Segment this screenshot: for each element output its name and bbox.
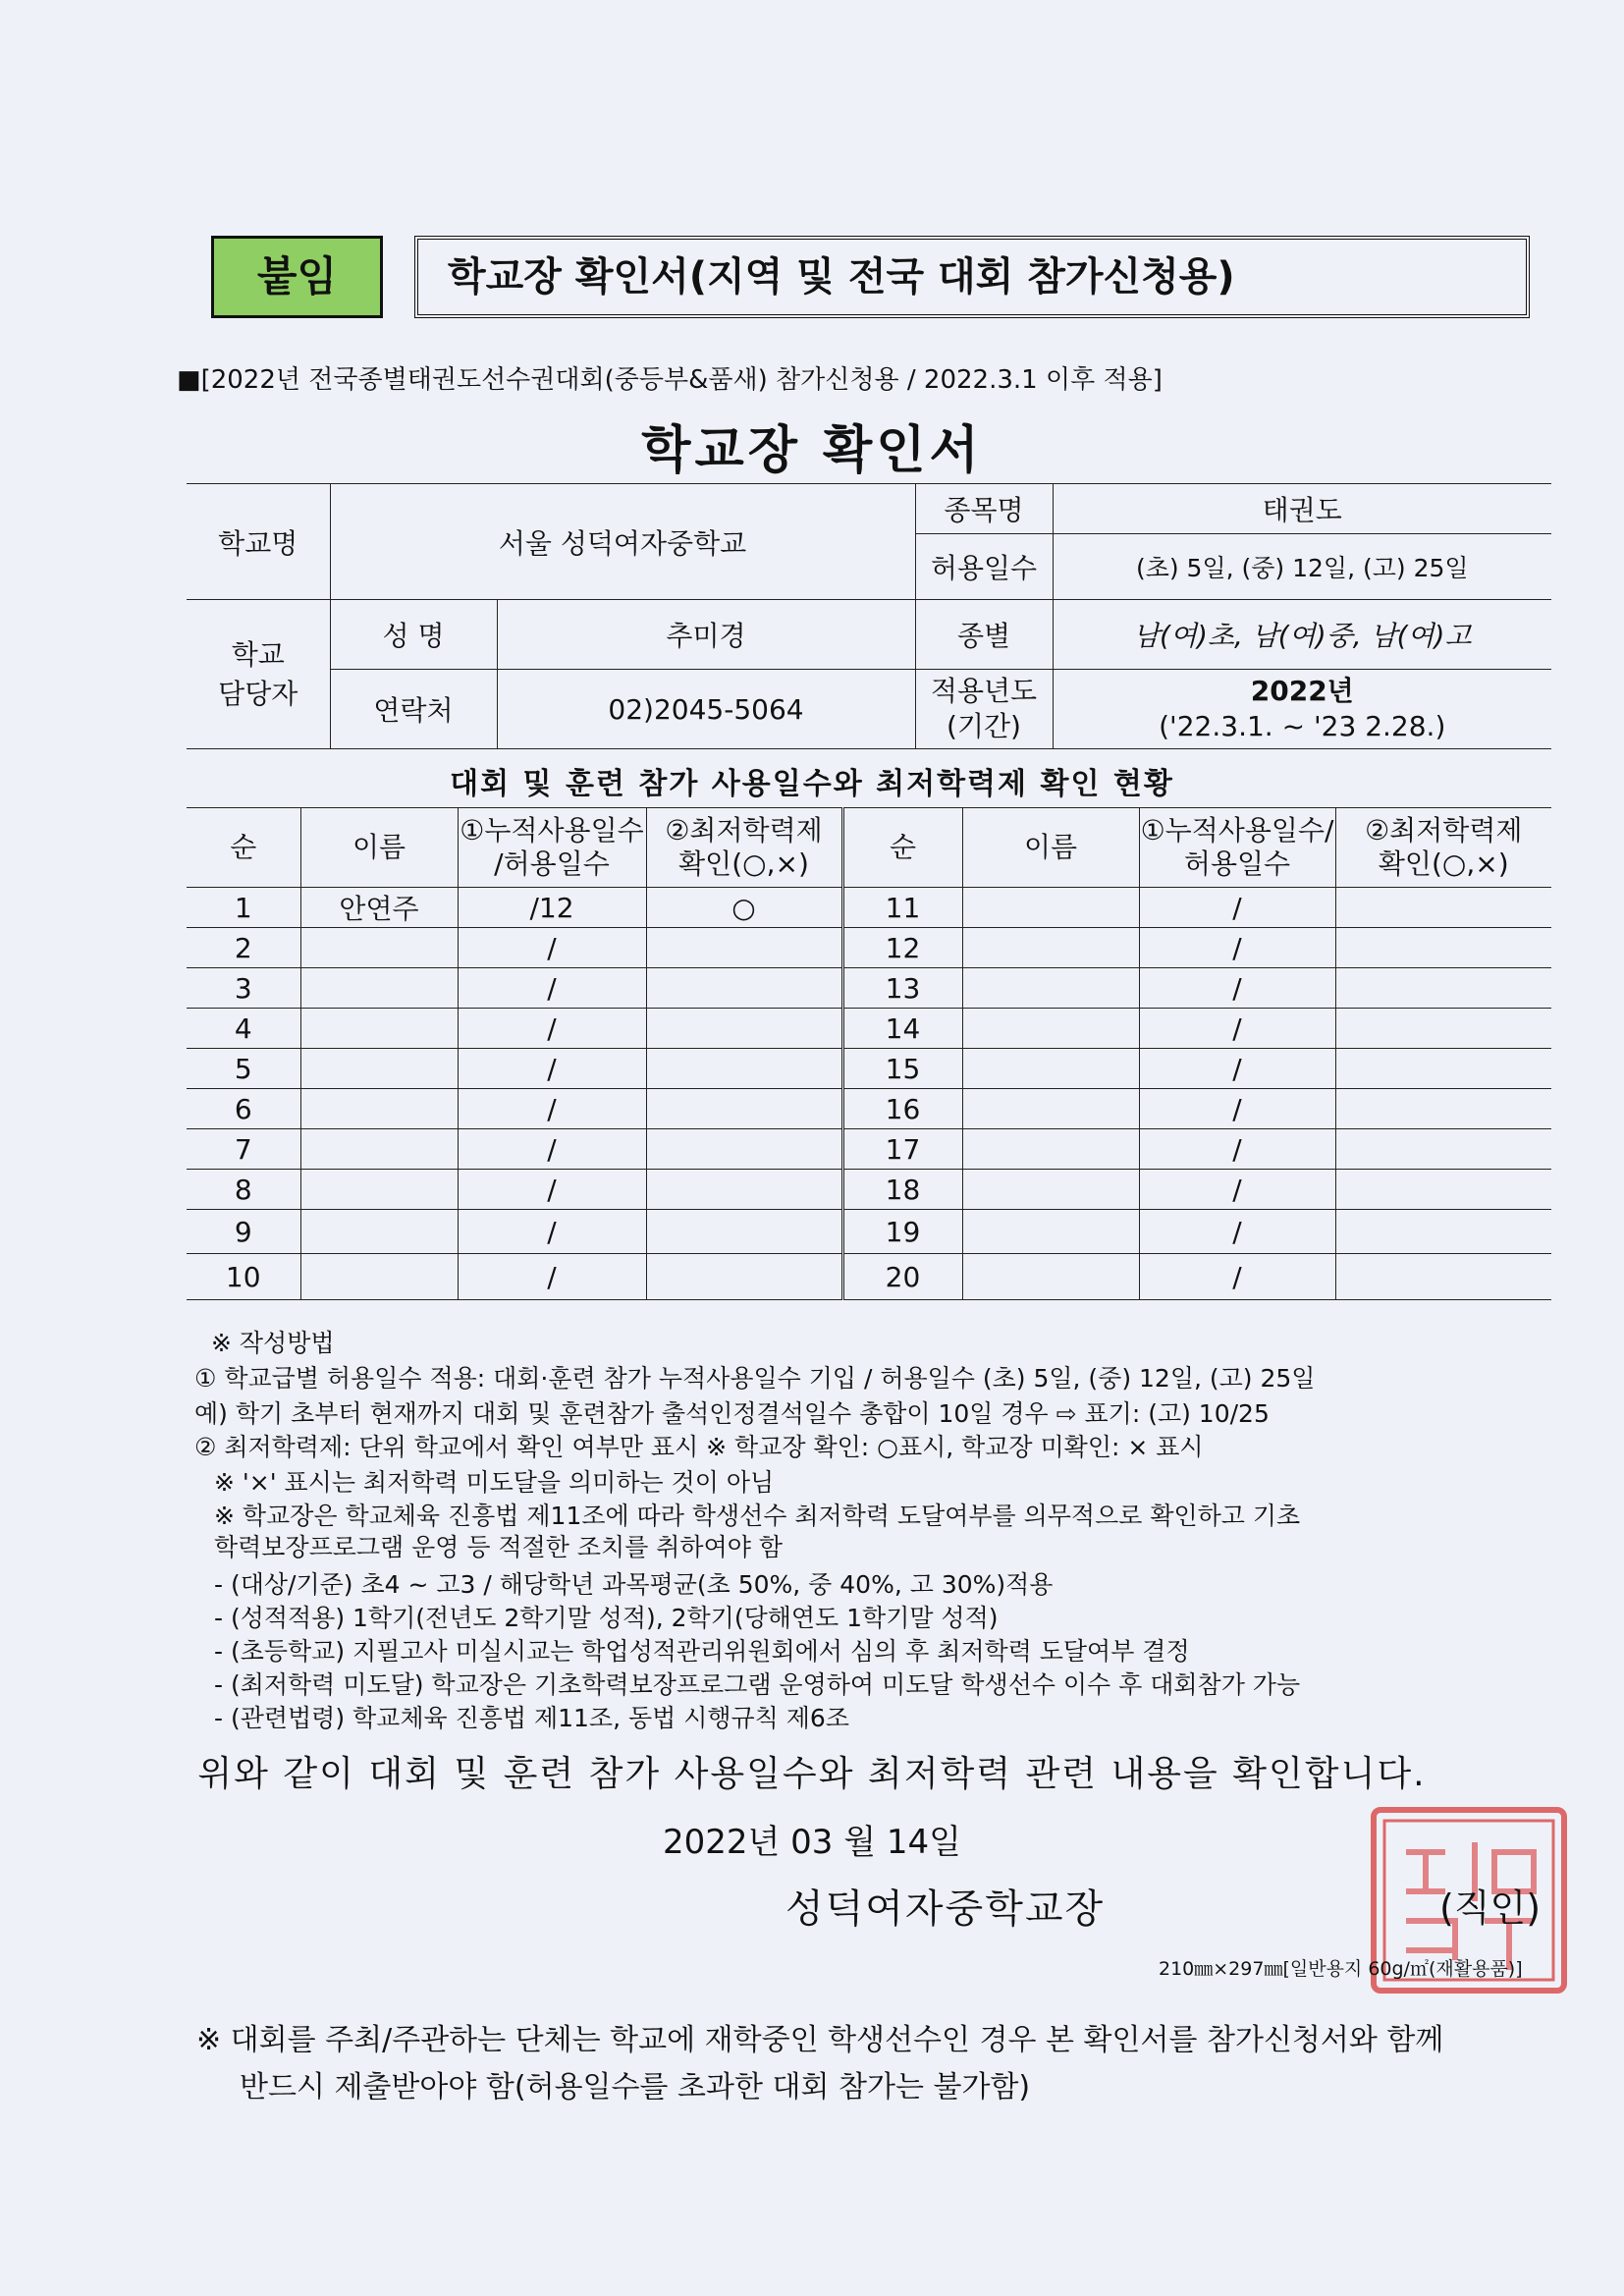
manager-name-value: 추미경: [497, 600, 915, 670]
col-header-acad-left-line1: ②최저학력제: [665, 814, 823, 847]
school-name-value: 서울 성덕여자중학교: [330, 484, 915, 600]
table-row: [187, 1210, 1551, 1254]
cell-name: [962, 888, 1139, 928]
cell-no: 6: [187, 1089, 300, 1129]
cell-name: [962, 968, 1139, 1009]
event-label: 종목명: [915, 484, 1053, 534]
manager-label-line1: 학교: [231, 637, 285, 671]
cell-no: 14: [842, 1009, 962, 1049]
table-row: [187, 1049, 1551, 1089]
cell-no: 1: [187, 888, 300, 928]
col-header-name-left: 이름: [300, 808, 458, 888]
cell-days: /: [458, 1009, 646, 1049]
cell-name: [962, 1049, 1139, 1089]
col-header-acad-right-line2: 확인(○,×): [1378, 847, 1509, 880]
cell-days: /: [1139, 1170, 1335, 1210]
apply-year-value-line1: 2022년: [1250, 675, 1354, 707]
cell-no: 10: [187, 1254, 300, 1300]
cell-no: 5: [187, 1049, 300, 1089]
col-header-acad-left-line2: 확인(○,×): [678, 847, 809, 880]
instruction-line: ① 학교급별 허용일수 적용: 대회·훈련 참가 누적사용일수 기입 / 허용일수 (초) 5일, (중) 12일, (고) 25일: [194, 1364, 1316, 1393]
cell-no: 9: [187, 1210, 300, 1254]
cell-acad: [646, 1170, 842, 1210]
col-header-no-right: 순: [842, 808, 962, 888]
cell-acad: [646, 928, 842, 968]
table-row: [187, 1170, 1551, 1210]
cell-name: [300, 1009, 458, 1049]
cell-name: [300, 968, 458, 1009]
cell-acad: [646, 1089, 842, 1129]
page-title: 학교장 확인서: [641, 421, 983, 480]
table-row: [187, 928, 1551, 968]
cell-days: /: [458, 968, 646, 1009]
cell-name: [300, 1089, 458, 1129]
cell-name: [300, 1170, 458, 1210]
cell-acad: [646, 1210, 842, 1254]
instruction-line: - (대상/기준) 초4 ~ 고3 / 해당학년 과목평균(초 50%, 중 40%, 고 30%)적용: [214, 1570, 1054, 1599]
instruction-line: ※ 학교장은 학교체육 진흥법 제11조에 따라 학생선수 최저학력 도달여부를 의무적으로 확인하고 기초: [214, 1502, 1301, 1530]
col-header-acad-right-line1: ②최저학력제: [1365, 814, 1523, 847]
cell-no: 19: [842, 1210, 962, 1254]
cell-days: /: [458, 1089, 646, 1129]
cell-acad: [646, 1254, 842, 1300]
cell-days: /: [458, 1129, 646, 1170]
cell-acad: [1335, 1254, 1551, 1300]
cell-days: /: [1139, 1210, 1335, 1254]
cell-name: 안연주: [300, 888, 458, 928]
instruction-line: ② 최저학력제: 단위 학교에서 확인 여부만 표시 ※ 학교장 확인: ○표시, 학교장 미확인: × 표시: [194, 1433, 1204, 1461]
instruction-line: - (성적적용) 1학기(전년도 2학기말 성적), 2학기(당해연도 1학기말 성적): [214, 1604, 999, 1632]
table-row: [187, 1009, 1551, 1049]
gender-value: 남(여)초, 남(여)중, 남(여)고: [1053, 600, 1551, 670]
col-header-days-left: [458, 808, 646, 888]
cell-days: /: [1139, 928, 1335, 968]
instruction-line: - (초등학교) 지필고사 미실시교는 학업성적관리위원회에서 심의 후 최저학력 도달여부 결정: [214, 1637, 1190, 1666]
apply-year-label-line1: 적용년도: [930, 675, 1038, 707]
instruction-line: ※ 작성방법: [211, 1329, 335, 1357]
allowed-days-label: 허용일수: [915, 534, 1053, 600]
cell-no: 12: [842, 928, 962, 968]
cell-name: [962, 1089, 1139, 1129]
confirmation-date: 2022년 03 월 14일: [662, 1823, 961, 1862]
school-info-table: [187, 483, 1551, 749]
cell-name: [300, 1049, 458, 1089]
contact-label: 연락처: [330, 670, 497, 749]
apply-year-label-line2: (기간): [947, 710, 1021, 742]
cell-acad: [1335, 1089, 1551, 1129]
event-value: 태권도: [1053, 484, 1551, 534]
manager-name-label: 성 명: [330, 600, 497, 670]
footer-note-line2: 반드시 제출받아야 함(허용일수를 초과한 대회 참가는 불가함): [240, 2070, 1031, 2105]
cell-acad: [1335, 1129, 1551, 1170]
seal-label: (직인): [1439, 1886, 1542, 1930]
cell-acad: [1335, 1170, 1551, 1210]
cell-acad: [1335, 968, 1551, 1009]
cell-days: /12: [458, 888, 646, 928]
cell-name: [962, 1129, 1139, 1170]
cell-days: /: [1139, 1089, 1335, 1129]
cell-name: [300, 1129, 458, 1170]
cell-days: /: [1139, 1254, 1335, 1300]
cell-name: [962, 1170, 1139, 1210]
principal-signature-line: 성덕여자중학교장: [785, 1886, 1106, 1932]
table-row: [187, 1129, 1551, 1170]
cell-no: 20: [842, 1254, 962, 1300]
cell-name: [962, 1210, 1139, 1254]
cell-acad: [1335, 1210, 1551, 1254]
cell-no: 8: [187, 1170, 300, 1210]
status-section-title: 대회 및 훈련 참가 사용일수와 최저학력제 확인 현황: [450, 767, 1174, 801]
cell-days: /: [1139, 968, 1335, 1009]
document-heading: 학교장 확인서(지역 및 전국 대회 참가신청용): [414, 236, 1530, 318]
cell-no: 17: [842, 1129, 962, 1170]
cell-name: [300, 1254, 458, 1300]
cell-days: /: [1139, 1129, 1335, 1170]
cell-acad: [1335, 1009, 1551, 1049]
cell-acad: [646, 968, 842, 1009]
col-header-no-left: 순: [187, 808, 300, 888]
cell-days: /: [458, 1049, 646, 1089]
gender-label: 종별: [915, 600, 1053, 670]
col-header-acad-right: [1335, 808, 1551, 888]
manager-label: [187, 600, 330, 749]
col-header-days-right-line2: 허용일수: [1183, 847, 1291, 880]
cell-days: /: [1139, 1009, 1335, 1049]
cell-no: 4: [187, 1009, 300, 1049]
apply-year-value-line2: ('22.3.1. ~ '23 2.28.): [1159, 710, 1446, 742]
student-status-table: [187, 807, 1551, 1300]
table-row: [187, 1254, 1551, 1300]
cell-name: [962, 928, 1139, 968]
attachment-badge: 붙임: [211, 236, 383, 318]
col-header-days-left-line1: ①누적사용일수: [460, 814, 644, 847]
confirmation-statement: 위와 같이 대회 및 훈련 참가 사용일수와 최저학력 관련 내용을 확인합니다.: [197, 1754, 1427, 1794]
cell-days: /: [458, 1210, 646, 1254]
instruction-line: 학력보장프로그램 운영 등 적절한 조치를 취하여야 함: [214, 1533, 783, 1561]
instruction-line: 예) 학기 초부터 현재까지 대회 및 훈련참가 출석인정결석일수 총합이 10일 경우 ⇨ 표기: (고) 10/25: [194, 1399, 1270, 1428]
footer-note-line1: ※ 대회를 주최/주관하는 단체는 학교에 재학중인 학생선수인 경우 본 확인서를 참가신청서와 함께: [196, 2023, 1444, 2057]
table-row: [187, 968, 1551, 1009]
apply-year-label: [915, 670, 1053, 749]
paper-spec: 210㎜×297㎜[일반용지 60g/㎡(재활용품)]: [1159, 1958, 1523, 1980]
cell-days: /: [458, 1170, 646, 1210]
cell-name: [962, 1009, 1139, 1049]
cell-no: 16: [842, 1089, 962, 1129]
cell-days: /: [1139, 1049, 1335, 1089]
cell-no: 11: [842, 888, 962, 928]
event-subtitle: ■[2022년 전국종별태권도선수권대회(중등부&품새) 참가신청용 / 2022.3.1 이후 적용]: [177, 365, 1163, 395]
cell-acad: ○: [646, 888, 842, 928]
cell-days: /: [458, 928, 646, 968]
col-header-days-right-line1: ①누적사용일수/: [1140, 814, 1334, 847]
col-header-days-left-line2: /허용일수: [494, 847, 610, 880]
col-header-acad-left: [646, 808, 842, 888]
instruction-line: - (최저학력 미도달) 학교장은 기초학력보장프로그램 운영하여 미도달 학생선수 이수 후 대회참가 가능: [214, 1670, 1301, 1699]
cell-no: 3: [187, 968, 300, 1009]
cell-no: 7: [187, 1129, 300, 1170]
allowed-days-value: (초) 5일, (중) 12일, (고) 25일: [1053, 534, 1551, 600]
cell-no: 18: [842, 1170, 962, 1210]
contact-value: 02)2045-5064: [497, 670, 915, 749]
cell-acad: [1335, 1049, 1551, 1089]
cell-name: [300, 1210, 458, 1254]
cell-days: /: [1139, 888, 1335, 928]
instruction-line: ※ '×' 표시는 최저학력 미도달을 의미하는 것이 아님: [214, 1468, 775, 1497]
school-name-label: 학교명: [187, 484, 330, 600]
col-header-name-right: 이름: [962, 808, 1139, 888]
manager-label-line2: 담당자: [218, 677, 298, 710]
cell-name: [300, 928, 458, 968]
cell-acad: [1335, 888, 1551, 928]
cell-days: /: [458, 1254, 646, 1300]
cell-no: 2: [187, 928, 300, 968]
apply-year-value: [1053, 670, 1551, 749]
cell-name: [962, 1254, 1139, 1300]
cell-acad: [646, 1129, 842, 1170]
table-row: [187, 1089, 1551, 1129]
table-row: [187, 888, 1551, 928]
col-header-days-right: [1139, 808, 1335, 888]
cell-acad: [646, 1049, 842, 1089]
cell-no: 13: [842, 968, 962, 1009]
instruction-line: - (관련법령) 학교체육 진흥법 제11조, 동법 시행규칙 제6조: [214, 1704, 849, 1732]
cell-no: 15: [842, 1049, 962, 1089]
cell-acad: [646, 1009, 842, 1049]
cell-acad: [1335, 928, 1551, 968]
